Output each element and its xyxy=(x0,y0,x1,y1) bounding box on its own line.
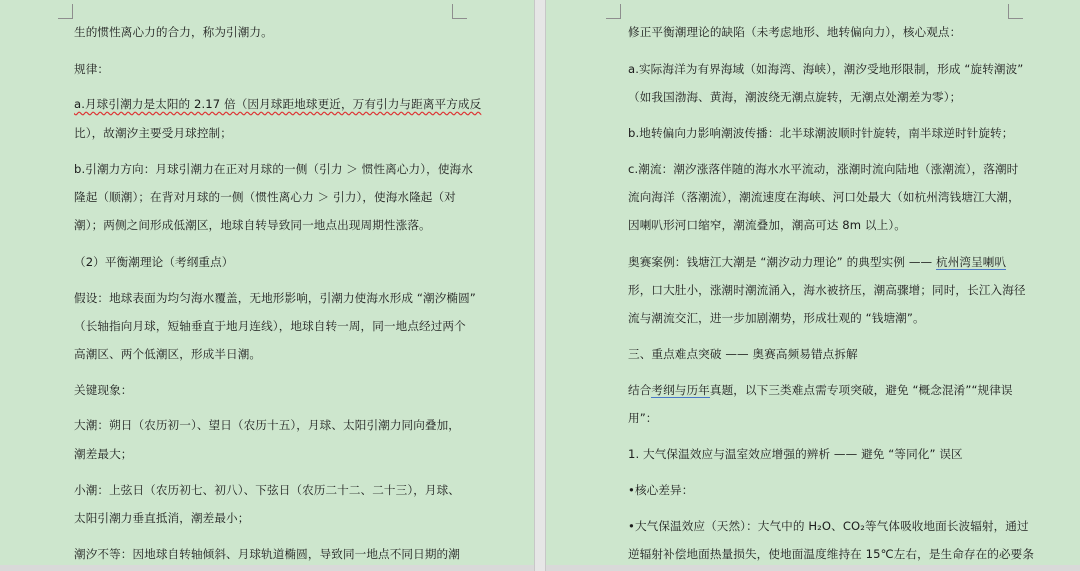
hyperlink-exam-syllabus[interactable]: 考纲与历年 xyxy=(651,383,710,397)
text-line: 逆辐射补偿地面热量损失，使地面温度维持在 15℃左右，是生命存在的必要条 xyxy=(628,547,1035,561)
text-line: 假设：地球表面为均匀海水覆盖，无地形影响，引潮力使海水形成 “潮汐椭圆” xyxy=(74,291,476,305)
text-span: 真题，以下三类难点需专项突破，避免 “概念混淆”“规律误 xyxy=(709,383,1013,397)
text-line: 高潮区、两个低潮区，形成半日潮。 xyxy=(74,347,262,361)
margin-crop-mark xyxy=(606,4,621,19)
text-line: 潮）；两侧之间形成低潮区，地球自转导致同一地点出现周期性涨落。 xyxy=(74,218,431,232)
text-line: 太阳引潮力垂直抵消，潮差最小； xyxy=(74,511,250,525)
text-line: 规律： xyxy=(74,62,110,76)
text-line: 大潮：朔日（农历初一）、望日（农历十五），月球、太阳引潮力同向叠加， xyxy=(74,418,460,432)
bullet-line: •核心差异： xyxy=(628,483,694,497)
text-line: 生的惯性离心力的合力，称为引潮力。 xyxy=(74,25,273,39)
text-line: 潮汐不等：因地球自转轴倾斜、月球轨道椭圆，导致同一地点不同日期的潮 xyxy=(74,547,460,561)
section-heading: （2）平衡潮理论（考纲重点） xyxy=(74,255,234,269)
text-line-with-spellcheck: a.月球引潮力是太阳的 2.17 倍（因月球距地球更近，万有引力与距离平方成反 xyxy=(74,97,482,111)
text-line: b.地转偏向力影响潮波传播：北半球潮波顺时针旋转，南半球逆时针旋转； xyxy=(628,126,1014,140)
subsection-heading: 1. 大气保温效应与温室效应增强的辨析 —— 避免 “等同化” 误区 xyxy=(628,447,963,461)
section-heading: 三、重点难点突破 —— 奥赛高频易错点拆解 xyxy=(628,347,858,361)
text-span: 结合 xyxy=(628,383,652,397)
margin-crop-mark xyxy=(1008,4,1023,19)
text-line: 小潮：上弦日（农历初七、初八）、下弦日（农历二十二、二十三），月球、 xyxy=(74,483,460,497)
text-line: 流与潮流交汇，进一步加剧潮势，形成壮观的 “钱塘潮”。 xyxy=(628,311,925,325)
document-page-left xyxy=(0,0,534,571)
text-line: 因喇叭形河口缩窄，潮流叠加，潮高可达 8m 以上）。 xyxy=(628,218,906,232)
text-line xyxy=(628,254,1006,270)
hyperlink-hangzhou-bay[interactable]: 杭州湾呈喇叭 xyxy=(936,255,1007,269)
bullet-line: •大气保温效应（天然）：大气中的 H₂O、CO₂等气体吸收地面长波辐射，通过 xyxy=(628,519,1029,533)
text-line: 比），故潮汐主要受月球控制； xyxy=(74,126,232,140)
text-line: 修正平衡潮理论的缺陷（未考虑地形、地转偏向力），核心观点： xyxy=(628,25,962,39)
text-line: a.实际海洋为有界海域（如海湾、海峡），潮汐受地形限制，形成 “旋转潮波” xyxy=(628,62,1024,76)
text-line xyxy=(628,382,1013,398)
document-page-right xyxy=(546,0,1080,571)
text-line: （长轴指向月球，短轴垂直于地月连线），地球自转一周，同一地点经过两个 xyxy=(74,319,466,333)
text-line: b.引潮力方向：月球引潮力在正对月球的一侧（引力 ＞ 惯性离心力），使海水 xyxy=(74,162,473,176)
text-line: 用”： xyxy=(628,411,658,425)
text-line: 潮差最大； xyxy=(74,447,133,461)
page-bottom-edge xyxy=(546,565,1080,571)
text-line: 关键现象： xyxy=(74,383,133,397)
text-line: c.潮流：潮汐涨落伴随的海水水平流动，涨潮时流向陆地（涨潮流），落潮时 xyxy=(628,162,1019,176)
page-bottom-edge xyxy=(0,565,534,571)
page-gutter xyxy=(534,0,546,571)
case-study-text: 奥赛案例：钱塘江大潮是 “潮汐动力理论” 的典型实例 —— xyxy=(628,255,937,269)
margin-crop-mark xyxy=(452,4,467,19)
text-line xyxy=(74,96,481,112)
text-line: 形，口大肚小，涨潮时潮流涌入，海水被挤压，潮高骤增；同时，长江入海径 xyxy=(628,283,1026,297)
text-line: （如我国渤海、黄海，潮波绕无潮点旋转，无潮点处潮差为零）； xyxy=(628,90,962,104)
text-line: 隆起（顺潮）；在背对月球的一侧（惯性离心力 ＞ 引力），使海水隆起（对 xyxy=(74,190,456,204)
text-line: 流向海洋（落潮流），潮流速度在海峡、河口处最大（如杭州湾钱塘江大潮， xyxy=(628,190,1020,204)
margin-crop-mark xyxy=(58,4,73,19)
